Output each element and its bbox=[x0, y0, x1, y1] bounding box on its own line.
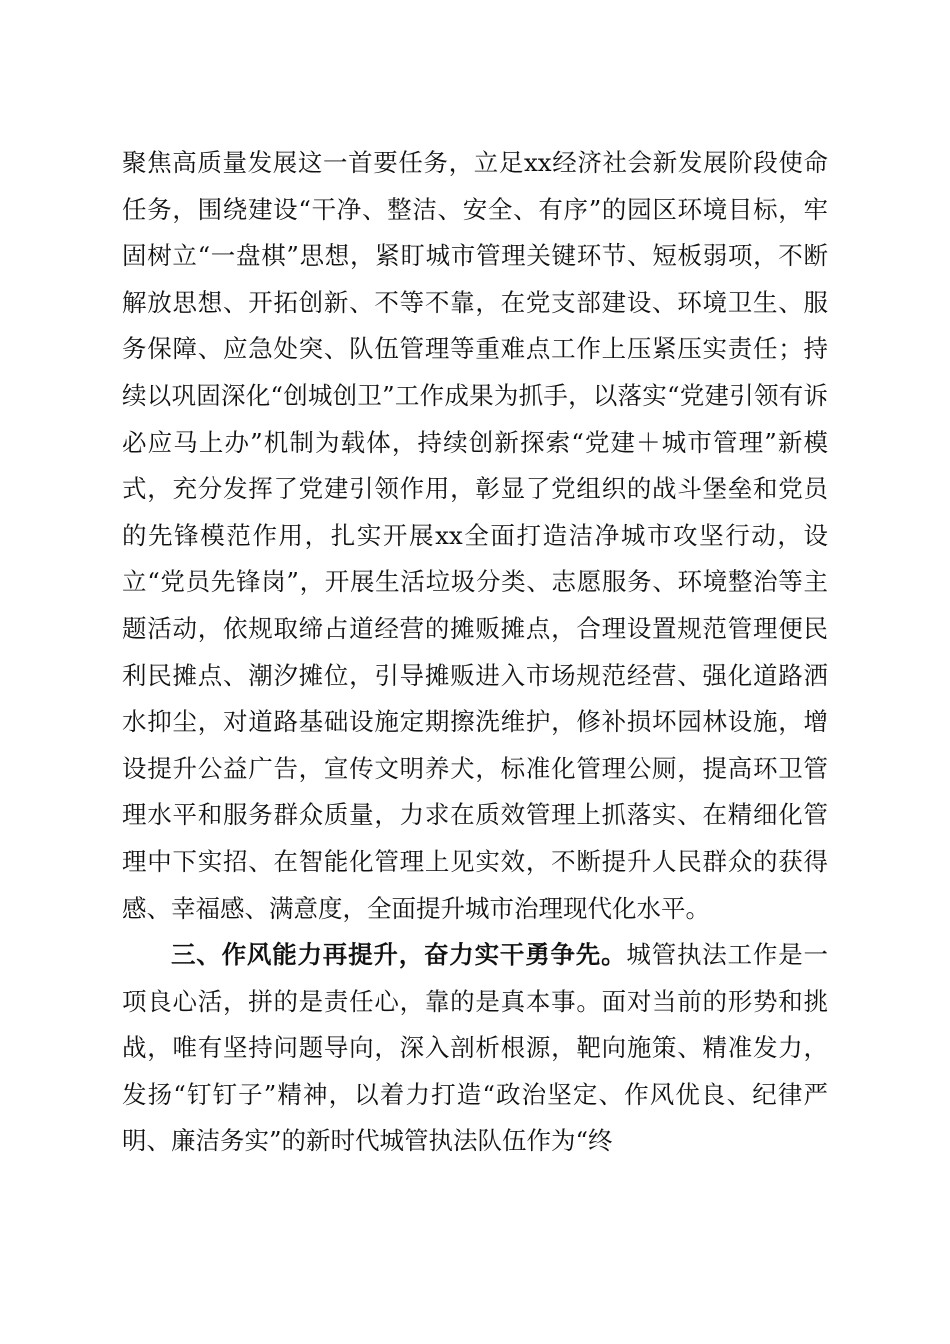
paragraph-2-text: 城管执法工作是一项良心活，拼的是责任心，靠的是真本事。面对当前的形势和挑战，唯有坚持问题导向，深入剖析根源，靶向施策、精准发力，发扬“钉钉子”精神，以着力打造“政治坚定、作风优良、纪律严明、廉洁务实”的新时代城管执法队伍作为“终 bbox=[122, 940, 829, 1156]
paragraph-1 bbox=[122, 140, 828, 932]
section-heading-three: 三、作风能力再提升，奋力实干勇争先。 bbox=[171, 940, 627, 970]
paragraph-2 bbox=[122, 932, 828, 1165]
document-page bbox=[122, 140, 828, 1165]
paragraph-1-text: 聚焦高质量发展这一首要任务，立足xx经济社会新发展阶段使命任务，围绕建设“干净、整洁、安全、有序”的园区环境目标，牢固树立“一盘棋”思想，紧盯城市管理关键环节、短板弱项，不断解放思想、开拓创新、不等不靠，在党支部建设、环境卫生、服务保障、应急处突、队伍管理等重难点工作上压紧压实责任；持续以巩固深化“创城创卫”工作成果为抓手，以落实“党建引领有诉必应马上办”机制为载体，持续创新探索“党建＋城市管理”新模式，充分发挥了党建引领作用，彰显了党组织的战斗堡垒和党员的先锋模范作用，扎实开展xx全面打造洁净城市攻坚行动，设立“党员先锋岗”，开展生活垃圾分类、志愿服务、环境整治等主题活动，依规取缔占道经营的摊贩摊点，合理设置规范管理便民利民摊点、潮汐摊位，引导摊贩进入市场规范经营、强化道路洒水抑尘，对道路基础设施定期擦洗维护，修补损坏园林设施，增设提升公益广告，宣传文明养犬，标准化管理公厕，提高环卫管理水平和服务群众质量，力求在质效管理上抓落实、在精细化管理中下实招、在智能化管理上见实效，不断提升人民群众的获得感、幸福感、满意度，全面提升城市治理现代化水平。 bbox=[122, 148, 828, 923]
